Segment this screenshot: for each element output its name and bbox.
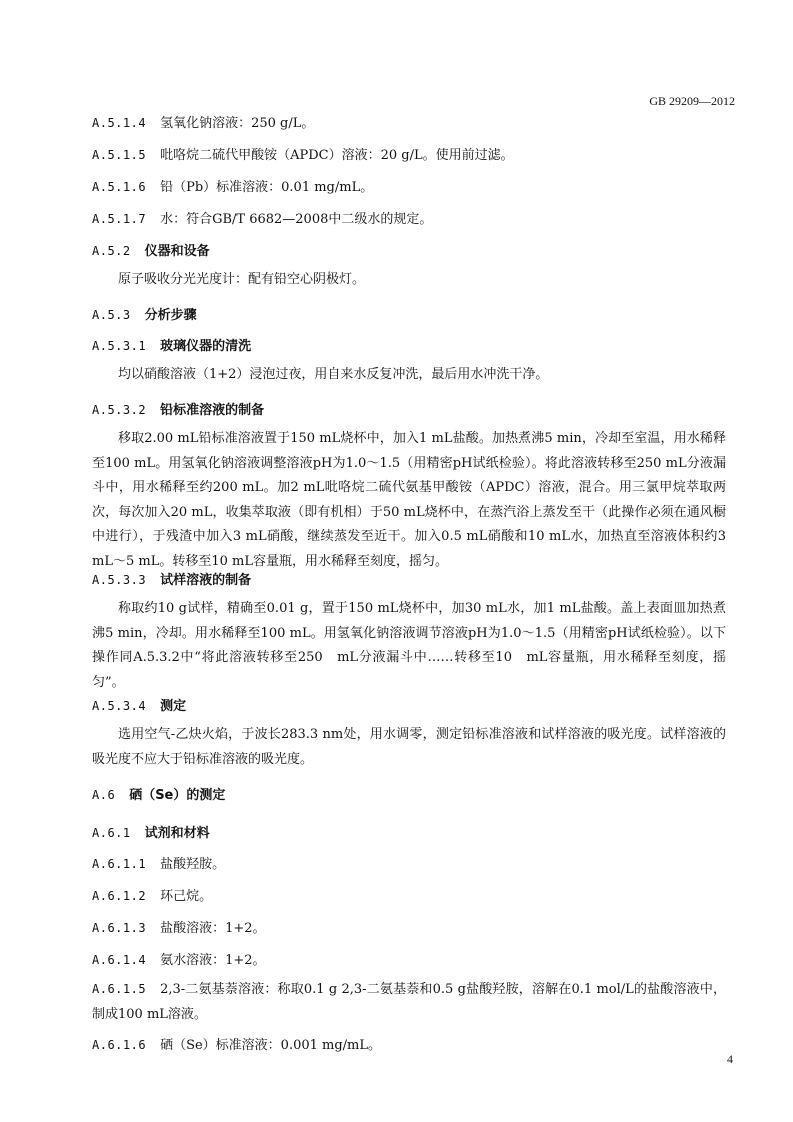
section-number: A.6 <box>92 788 116 802</box>
section-title: 分析步骤 <box>144 308 197 323</box>
section-heading-a6-1 <box>92 822 210 841</box>
section-title: 仪器和设备 <box>144 244 210 259</box>
paragraph: 均以硝酸溶液（1+2）浸泡过夜，用自来水反复冲洗，最后用水冲洗干净。 <box>118 367 549 382</box>
clause-number: A.6.1.4 <box>92 953 147 967</box>
section-heading-a5-2 <box>92 240 210 259</box>
section-title: 测定 <box>160 699 187 714</box>
clause-number: A.5.1.6 <box>92 180 147 194</box>
section-title: 试样溶液的制备 <box>160 573 252 588</box>
clause-text: 氨水溶液：1+2。 <box>160 953 266 968</box>
clause-text: 吡咯烷二硫代甲酸铵（APDC）溶液：20 g/L。使用前过滤。 <box>160 148 514 163</box>
section-heading-a5-3-1 <box>92 335 251 354</box>
clause-a5-1-5 <box>92 144 514 163</box>
clause-text: 硒（Se）标准溶液：0.001 mg/mL。 <box>160 1038 382 1053</box>
section-number: A.5.3.2 <box>92 403 147 417</box>
clause-a6-1-5 <box>92 977 726 1027</box>
clause-number: A.5.1.7 <box>92 212 147 226</box>
clause-a6-1-6 <box>92 1034 381 1053</box>
clause-number: A.6.1.6 <box>92 1038 147 1052</box>
clause-number: A.5.1.4 <box>92 116 147 130</box>
document-code-header: GB 29209—2012 <box>649 94 735 108</box>
paragraph: 称取约10 g试样，精确至0.01 g，置于150 mL烧杯中，加30 mL水，加1 mL盐酸。盖上表面皿加热煮沸5 min，冷却。用水稀释至100 mL。用氢氧化钠溶液调节溶液pH为1.0～1.5（用精密pH试纸检验）。以下操作同A.5.3.2中“将此溶液转移至250 mL分液漏斗中……转移至10 mL容量瓶，用水稀释至刻度，摇匀”。 <box>92 601 726 690</box>
clause-number: A.6.1.5 <box>92 982 147 996</box>
section-heading-a5-3-4 <box>92 695 186 714</box>
clause-a6-1-3 <box>92 917 266 936</box>
clause-text: 2,3-二氨基萘溶液：称取0.1 g 2,3-二氨基萘和0.5 g盐酸羟胺，溶解在0.1 mol/L的盐酸溶液中，制成100 mL溶液。 <box>92 982 726 1022</box>
clause-text: 盐酸溶液：1+2。 <box>160 921 266 936</box>
clause-a6-1-4 <box>92 949 266 968</box>
clause-a5-1-4 <box>92 112 314 131</box>
section-number: A.6.1 <box>92 826 131 840</box>
clause-text: 氢氧化钠溶液：250 g/L。 <box>160 116 315 131</box>
section-number: A.5.2 <box>92 244 131 258</box>
clause-a6-1-2 <box>92 885 212 904</box>
clause-number: A.6.1.1 <box>92 857 147 871</box>
section-title: 硒（Se）的测定 <box>129 788 226 803</box>
section-number: A.5.3.4 <box>92 699 147 713</box>
clause-number: A.6.1.2 <box>92 889 147 903</box>
clause-text: 盐酸羟胺。 <box>160 857 226 872</box>
paragraph: 移取2.00 mL铅标准溶液置于150 mL烧杯中，加入1 mL盐酸。加热煮沸5 min，冷却至室温，用水稀释至100 mL。用氢氧化钠溶液调整溶液pH为1.0～1.5（用精密pH试纸检验）。将此溶液转移至250 mL分液漏斗中，用水稀释至约200 mL。加2 mL吡咯烷二硫代氨基甲酸铵（APDC）溶液，混合。用三氯甲烷萃取两次，每次加入20 mL，收集萃取液（即有机相）于50 mL烧杯中，在蒸汽浴上蒸发至干（此操作必须在通风橱中进行），于残渣中加入3 mL硝酸，继续蒸发至近干。加入0.5 mL硝酸和10 mL水，加热直至溶液体积约3 mL～5 mL。转移至10 mL容量瓶，用水稀释至刻度，摇匀。 <box>92 431 726 569</box>
page-number: 4 <box>727 1052 733 1066</box>
paragraph: 原子吸收分光光度计：配有铅空心阴极灯。 <box>118 272 366 287</box>
clause-text: 水：符合GB/T 6682—2008中二级水的规定。 <box>160 212 433 227</box>
clause-number: A.5.1.5 <box>92 148 147 162</box>
section-number: A.5.3.1 <box>92 339 147 353</box>
clause-a5-1-6 <box>92 176 373 195</box>
paragraph: 选用空气-乙炔火焰，于波长283.3 nm处，用水调零，测定铅标准溶液和试样溶液的吸光度。试样溶液的吸光度不应大于铅标准溶液的吸光度。 <box>92 727 726 767</box>
section-heading-a5-3-3 <box>92 569 251 588</box>
section-heading-a5-3-2 <box>92 399 264 418</box>
section-title: 玻璃仪器的清洗 <box>160 339 252 354</box>
section-number: A.5.3.3 <box>92 573 147 587</box>
section-heading-a6 <box>92 784 225 803</box>
clause-text: 铅（Pb）标准溶液：0.01 mg/mL。 <box>160 180 374 195</box>
section-title: 试剂和材料 <box>144 826 210 841</box>
clause-a6-1-1 <box>92 853 225 872</box>
clause-a5-1-7 <box>92 208 432 227</box>
section-heading-a5-3 <box>92 304 197 323</box>
clause-number: A.6.1.3 <box>92 921 147 935</box>
section-title: 铅标准溶液的制备 <box>160 403 265 418</box>
section-number: A.5.3 <box>92 308 131 322</box>
clause-text: 环己烷。 <box>160 889 213 904</box>
